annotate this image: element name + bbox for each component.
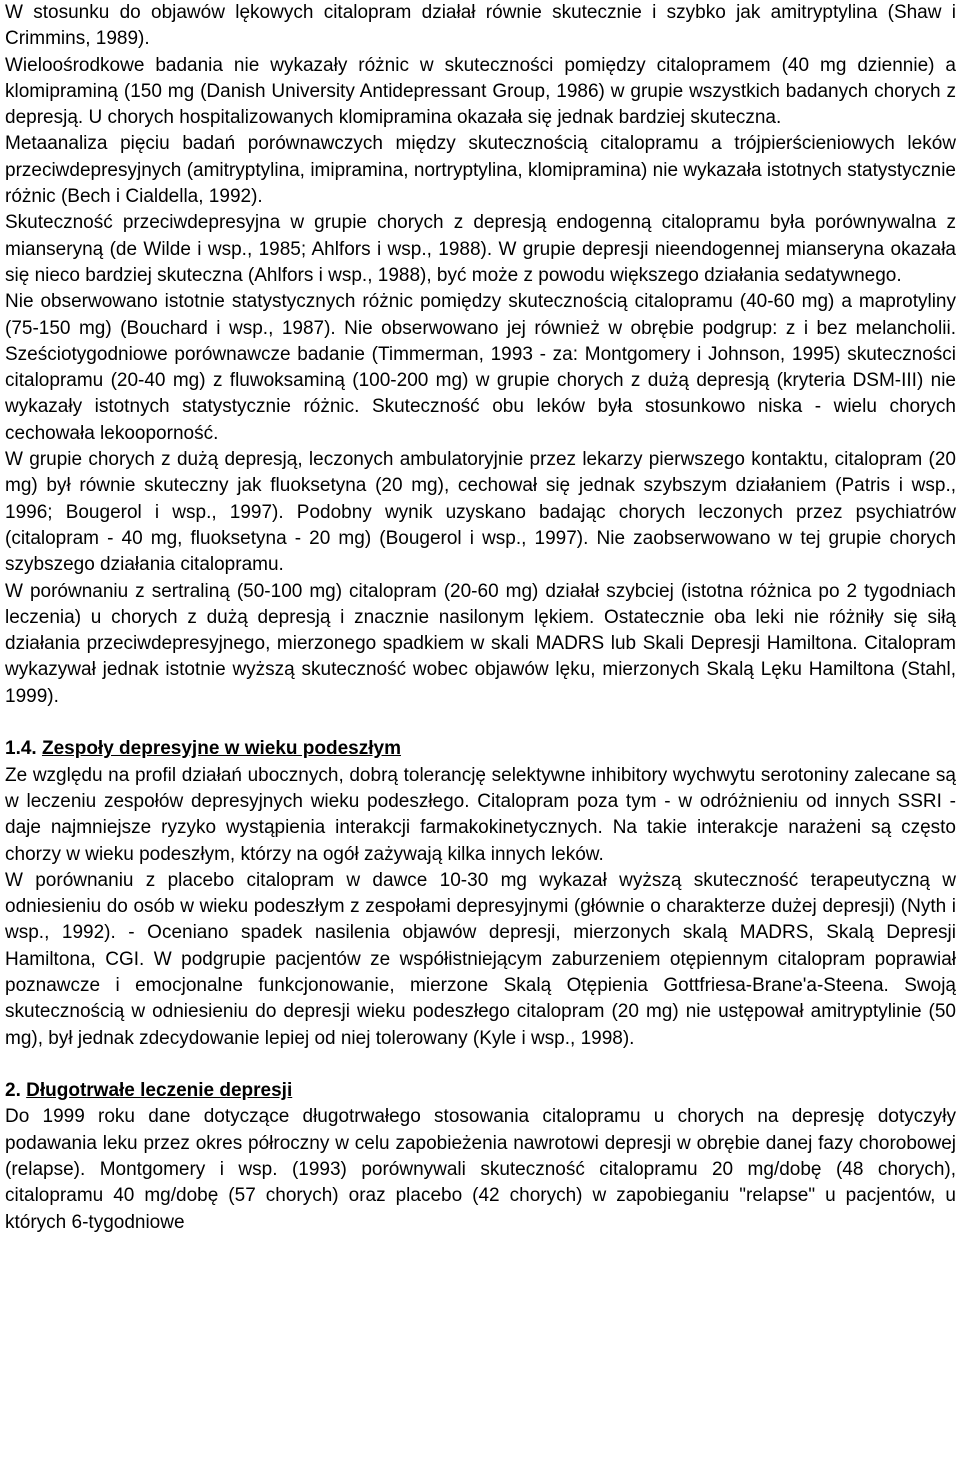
paragraph-multicenter-studies: Wieloośrodkowe badania nie wykazały różnic w skuteczności pomiędzy citalopramem (40 mg dziennie) a klomipraminą (150 mg (Danish University Antidepressant Group, 1986) w grupie wszystkich badanych chorych z depresją. U chorych hospitalizowanych klomipramina okazała się jednak bardziej skuteczna. — [5, 54, 956, 129]
section-number: 1.4. — [5, 738, 37, 760]
paragraph-meta-analysis: Metaanaliza pięciu badań porównawczych między skutecznością citalopramu a trójpierścieniowych leków przeciwdepresyjnych (amitryptylina, imipramina, nortryptylina, klomipramina) nie wykazała istotnych statystycznie różnic (Bech i Cialdella, 1992). — [5, 133, 956, 208]
paragraph-elderly-placebo: W porównaniu z placebo citalopram w dawce 10-30 mg wykazał wyższą skuteczność terapeutyczną w odniesieniu do osób w wieku podeszłym z zespołami depresyjnymi (głównie o charakterze dużej depresji) (Nyth i wsp., 1992). - Oceniano spadek nasilenia objawów depresji, mierzonych skalą MADRS, Skalą Depresji Hamiltona, CGI. W podgrupie pacjentów ze współistniejącym zaburzeniem otępiennym citalopram poprawiał poznawcze i emocjonalne funkcjonowanie, mierzone Skalą Otępienia Gottfriesa-Brane'a-Steena. Swoją skutecznością w odniesieniu do depresji wieku podeszłego citalopram (20 mg) nie ustępował amitryptylinie (50 mg), był jednak zdecydowanie lepiej od niej tolerowany (Kyle i wsp., 1998). — [5, 869, 956, 1049]
paragraph-long-term-treatment: Do 1999 roku dane dotyczące długotrwałego stosowania citalopramu u chorych na depresję dotyczyły podawania leku przez okres półroczny w celu zapobieżenia nawrotowi depresji w obrębie danej fazy chorobowej (relapse). Montgomery i wsp. (1993) porównywali skuteczność citalopramu 20 mg/dobę (48 chorych), citalopramu 40 mg/dobę (57 chorych) oraz placebo (42 chorych) w zapobieganiu "relapse" u pacjentów, u których 6-tygodniowe — [5, 1106, 956, 1233]
paragraph-maprotiline-fluvoxamine: Nie obserwowano istotnie statystycznych różnic pomiędzy skutecznością citalopramu (40-60 mg) a maprotyliny (75-150 mg) (Bouchard i wsp., 1987). Nie obserwowano jej również w obrębie podgrup: z i bez melancholii. Sześciotygodniowe porównawcze badanie (Timmerman, 1993 - za: Montgomery i Johnson, 1995) skuteczności citalopramu (20-40 mg) z fluwoksaminą (100-200 mg) w grupie chorych z dużą depresją (kryteria DSM-III) nie wykazały istotnych statystycznie różnic. Skuteczność obu leków była stosunkowo niska - wielu chorych cechowała lekooporność. — [5, 291, 956, 444]
paragraph-mianserin: Skuteczność przeciwdepresyjna w grupie chorych z depresją endogenną citalopramu była porównywalna z mianseryną (de Wilde i wsp., 1985; Ahlfors i wsp., 1988). W grupie depresji nieendogennej mianseryna okazała się nieco bardziej skuteczna (Ahlfors i wsp., 1988), być może z powodu większego działania sedatywnego. — [5, 212, 956, 286]
section-title: Długotrwałe leczenie depresji — [26, 1080, 293, 1102]
section-heading-2 — [5, 1078, 956, 1104]
blank-line — [5, 1052, 956, 1078]
section-heading-1-4 — [5, 736, 956, 762]
paragraph-anxiety-efficacy: W stosunku do objawów lękowych citalopram działał równie skutecznie i szybko jak amitryptylina (Shaw i Crimmins, 1989). — [5, 2, 956, 50]
section-number: 2. — [5, 1080, 21, 1102]
section-title: Zespoły depresyjne w wieku podeszłym — [41, 738, 401, 760]
paragraph-elderly-ssri: Ze względu na profil działań ubocznych, dobrą tolerancję selektywne inhibitory wychwytu serotoniny zalecane są w leczeniu zespołów depresyjnych wieku podeszłego. Citalopram poza tym - w odróżnieniu od innych SSRI - daje najmniejsze ryzyko wystąpienia interakcji farmakokinetycznych. Na takie interakcje narażeni są często chorzy w wieku podeszłym, którzy na ogół zażywają kilka innych leków. — [5, 764, 956, 865]
paragraph-fluoxetine: W grupie chorych z dużą depresją, leczonych ambulatoryjnie przez lekarzy pierwszego kontaktu, citalopram (20 mg) był równie skuteczny jak fluoksetyna (20 mg), cechował się jednak szybszym działaniem (Patris i wsp., 1996; Bougerol i wsp., 1997). Podobny wynik uzyskano badając chorych leczonych przez psychiatrów (citalopram - 40 mg, fluoksetyna - 20 mg) (Bougerol i wsp., 1997). Nie zaobserwowano w tej grupie chorych szybszego działania citalopramu. — [5, 449, 956, 576]
paragraph-sertraline: W porównaniu z sertraliną (50-100 mg) citalopram (20-60 mg) działał szybciej (istotna różnica po 2 tygodniach leczenia) u chorych z dużą depresją i znacznie nasilonym lękiem. Ostatecznie oba leki nie różniły się siłą działania przeciwdepresyjnego, mierzonego spadkiem w skali MADRS lub Skali Depresji Hamiltona. Citalopram wykazywał jednak istotnie wyższą skuteczność wobec objawów lęku, mierzonych Skalą Lęku Hamiltona (Stahl, 1999). — [5, 580, 956, 707]
blank-line — [5, 710, 956, 736]
